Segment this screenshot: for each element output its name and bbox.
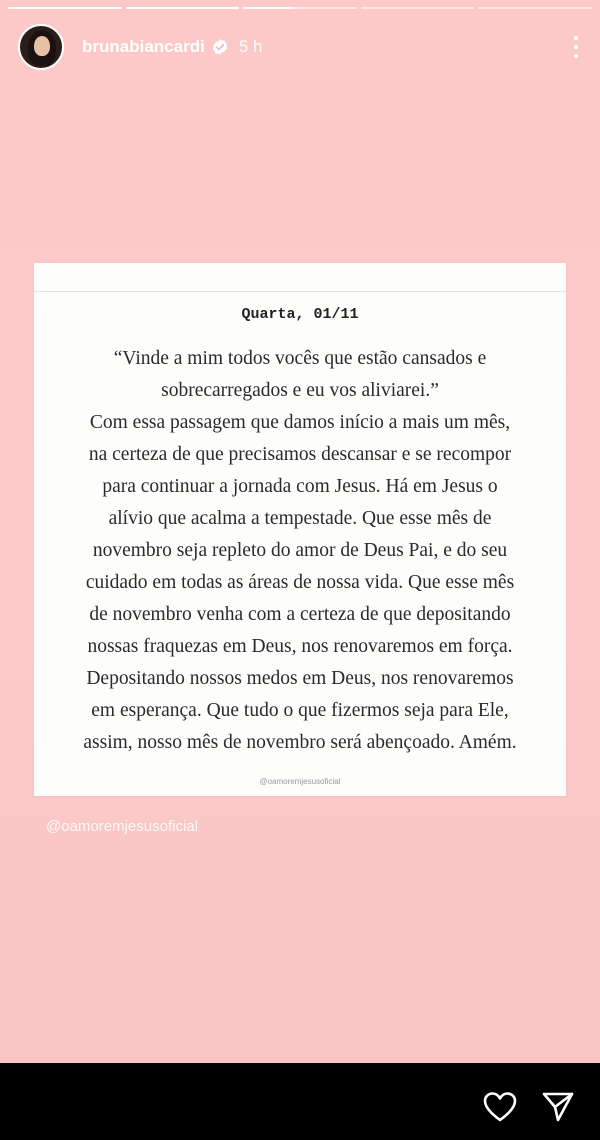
progress-segment <box>478 7 592 9</box>
avatar-face <box>34 36 50 56</box>
progress-segment-active <box>243 7 357 9</box>
card-line: na certeza de que precisamos descansar e se recompor <box>88 444 512 465</box>
card-line: cuidado em todas as áreas de nossa vida. Que esse mês <box>85 572 515 593</box>
time-ago: 5 h <box>238 37 263 56</box>
more-vertical-icon[interactable] <box>570 36 582 58</box>
card-divider <box>34 291 566 292</box>
card-line: alívio que acalma a tempestade. Que esse mês de <box>108 508 492 529</box>
card-line: em esperança. Que tudo o que fizermos seja para Ele, <box>91 700 509 721</box>
card-date: Quarta, 01/11 <box>241 306 359 323</box>
card-body <box>52 343 548 759</box>
card-line: “Vinde a mim todos vocês que estão cansados e <box>113 348 487 369</box>
progress-segment <box>126 7 240 9</box>
card-line: assim, nosso mês de novembro será abençoado. Amém. <box>83 732 517 753</box>
card-line: sobrecarregados e eu vos aliviarei.” <box>161 380 439 401</box>
devotional-card <box>34 263 566 796</box>
story-header <box>18 22 582 72</box>
card-line: nossas fraquezas em Deus, nos renovaremos em força. <box>87 636 513 657</box>
card-credit: @oamoremjesusoficial <box>259 777 341 786</box>
card-line: novembro seja repleto do amor de Deus Pai, e do seu <box>92 540 508 561</box>
progress-bars <box>8 7 592 9</box>
verified-badge-icon <box>211 38 229 56</box>
card-line: Com essa passagem que damos início a mais um mês, <box>89 412 511 433</box>
send-icon[interactable] <box>541 1091 575 1123</box>
mention-sticker[interactable]: @oamoremjesusoficial <box>46 818 198 835</box>
heart-icon[interactable] <box>483 1091 517 1123</box>
card-line: de novembro venha com a certeza de que depositando <box>89 604 511 625</box>
card-line: Depositando nossos medos em Deus, nos renovaremos <box>86 668 514 689</box>
avatar[interactable] <box>18 24 64 70</box>
progress-segment <box>8 7 122 9</box>
card-line: para continuar a jornada com Jesus. Há em Jesus o <box>102 476 498 497</box>
username[interactable]: brunabiancardi <box>82 37 205 56</box>
progress-segment <box>361 7 475 9</box>
